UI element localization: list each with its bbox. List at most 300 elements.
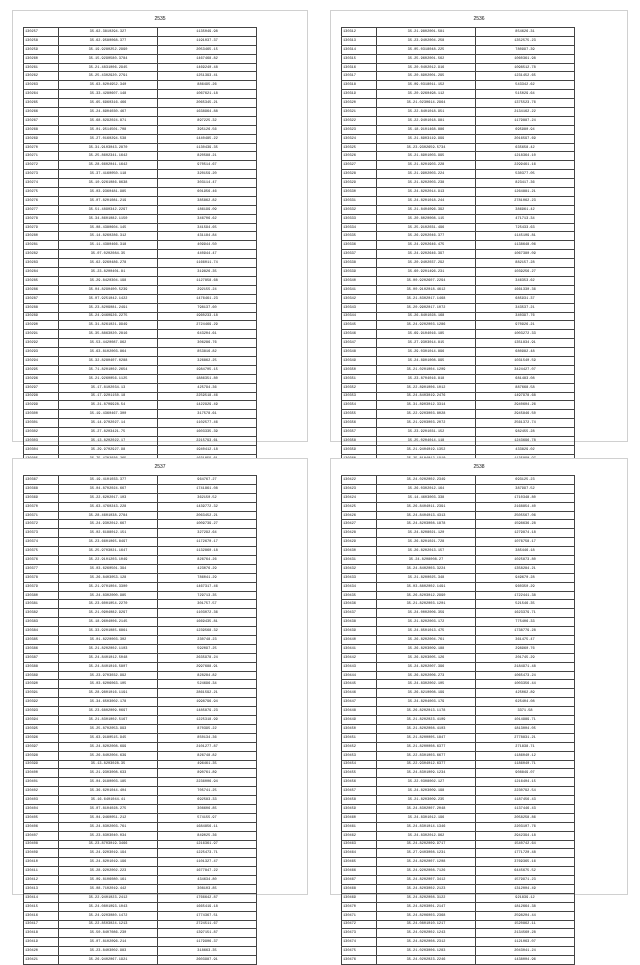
amount-cell: 385446.18 (476, 547, 575, 556)
amount-cell: 1251393.41 (158, 72, 257, 81)
page-title: 2535 (154, 16, 166, 22)
row-id-cell: 130468 (342, 884, 377, 893)
table-row (342, 858, 575, 867)
table-row (342, 742, 575, 751)
amount-cell: 2230792.54 (476, 787, 575, 796)
amount-cell: 2236006.94 (158, 778, 257, 787)
row-id-cell: 130471 (342, 911, 377, 920)
row-id-cell: 130420 (24, 947, 59, 956)
table-row (24, 733, 257, 742)
table-row (342, 476, 575, 485)
code-cell: 35.21.8200025.348 (377, 573, 476, 582)
row-id-cell: 130261 (24, 63, 59, 72)
row-id-cell: 130385 (24, 636, 59, 645)
row-id-cell: 130424 (342, 493, 377, 502)
table-row (342, 671, 575, 680)
code-cell: 35.26.8403053.128 (59, 573, 158, 582)
table-row (342, 493, 575, 502)
amount-cell: 574155.97 (158, 813, 257, 822)
table-row (24, 636, 257, 645)
amount-cell: 775406.33 (476, 618, 575, 627)
table-row (24, 143, 257, 152)
amount-cell: 425062.89 (476, 689, 575, 698)
amount-cell: 1485879.23 (158, 707, 257, 716)
amount-cell: 1127858.68 (158, 276, 257, 285)
table-row (24, 698, 257, 707)
row-id-cell: 130375 (24, 547, 59, 556)
code-cell: 35.24.8302007.2048 (377, 804, 476, 813)
amount-cell: 341594.65 (158, 223, 257, 232)
table-row (24, 419, 257, 428)
amount-cell: 1352575.23 (476, 36, 575, 45)
code-cell: 35.24.8208008.27 (377, 556, 476, 565)
amount-cell: 1003356.44 (476, 680, 575, 689)
amount-cell: 340397.76 (476, 312, 575, 321)
code-cell: 35.27.9303014.815 (377, 339, 476, 348)
row-id-cell: 130458 (342, 796, 377, 805)
code-cell: 35.34.8601082.1150 (59, 214, 158, 223)
row-id-cell: 130429 (342, 538, 377, 547)
code-cell: 35.21.8202003.238 (377, 179, 476, 188)
code-cell: 35.26.9402067.1921 (59, 956, 158, 965)
amount-cell: 1497978.68 (476, 392, 575, 401)
amount-cell: 635658.42 (476, 143, 575, 152)
table-row (24, 28, 257, 37)
amount-cell: 826748.82 (158, 751, 257, 760)
table-row (24, 751, 257, 760)
row-id-cell: 130300 (24, 410, 59, 419)
row-id-cell: 130460 (342, 813, 377, 822)
code-cell: 35.09.0318011.152 (377, 81, 476, 90)
code-cell: 35.37.4160050.118 (59, 170, 158, 179)
table-row (24, 108, 257, 117)
amount-cell: 2168854.40 (476, 502, 575, 511)
code-cell: 35.25.9602001.562 (377, 54, 476, 63)
row-id-cell: 130418 (24, 929, 59, 938)
code-cell: 35.71.8201002.2654 (59, 365, 158, 374)
amount-cell: 2635978.24 (158, 653, 257, 662)
code-cell: 35.24.0801010.1217 (377, 920, 476, 929)
amount-cell: 395126.56 (158, 125, 257, 134)
data-table (341, 27, 575, 517)
amount-cell: 2598204.44 (476, 911, 575, 920)
table-row (24, 321, 257, 330)
row-id-cell: 130282 (24, 250, 59, 259)
code-cell: 35.24.9203080.1472 (59, 911, 158, 920)
row-id-cell: 130381 (24, 600, 59, 609)
amount-cell: 346353.62 (476, 276, 575, 285)
row-id-cell: 130331 (342, 196, 377, 205)
amount-cell: 870395.22 (158, 724, 257, 733)
amount-cell: 1166011.74 (158, 259, 257, 268)
code-cell: 35.26.0302012.164 (377, 484, 476, 493)
table-row (342, 822, 575, 831)
code-cell: 35.28.6602041.1642 (59, 161, 158, 170)
code-cell: 35.21.9701004.3300 (59, 582, 158, 591)
amount-cell: 2058258.86 (476, 813, 575, 822)
code-cell: 35.07.8104028.275 (59, 804, 158, 813)
table-row (342, 813, 575, 822)
code-cell: 35.19.4101033.377 (59, 476, 158, 485)
amount-cell: 1218364.10 (476, 152, 575, 161)
amount-cell: 2053465.15 (158, 45, 257, 54)
code-cell: 35.04.8702024.667 (59, 484, 158, 493)
table-row (24, 520, 257, 529)
code-cell: 35.28.4601038.2784 (59, 511, 158, 520)
row-id-cell: 130403 (24, 796, 59, 805)
code-cell: 35.51.4890342.2297 (59, 205, 158, 214)
row-id-cell: 130400 (24, 769, 59, 778)
table-row (342, 436, 575, 445)
table-row (24, 929, 257, 938)
table-row (24, 179, 257, 188)
amount-cell: 1060361.98 (476, 54, 575, 63)
code-cell: 35.26.8401028.168 (377, 312, 476, 321)
row-id-cell: 130347 (342, 339, 377, 348)
table-row (24, 680, 257, 689)
amount-cell: 3424427.07 (476, 365, 575, 374)
code-cell: 35.24.8302000.985 (59, 591, 158, 600)
amount-cell: 680982.48 (476, 348, 575, 357)
code-cell: 35.65.6960316.466 (59, 99, 158, 108)
code-cell: 35.20.8902001.295 (377, 72, 476, 81)
code-cell: 35.23.8704016.818 (377, 374, 476, 383)
code-cell: 35.50.8407086.230 (59, 929, 158, 938)
amount-cell: 1422929.49 (158, 401, 257, 410)
table-row (342, 179, 575, 188)
row-id-cell: 130472 (342, 920, 377, 929)
code-cell: 35.00.9202607.2294 (377, 276, 476, 285)
row-id-cell: 130358 (342, 436, 377, 445)
table-row (342, 591, 575, 600)
table-row (342, 769, 575, 778)
row-id-cell: 130473 (342, 929, 377, 938)
row-id-cell: 130455 (342, 769, 377, 778)
table-row (24, 502, 257, 511)
table-row (342, 778, 575, 787)
code-cell: 35.20.8020008.115 (377, 214, 476, 223)
amount-cell: 1101327.47 (158, 858, 257, 867)
amount-cell: 2781062.23 (476, 196, 575, 205)
table-row (24, 707, 257, 716)
row-id-cell: 130442 (342, 653, 377, 662)
row-id-cell: 130396 (24, 733, 59, 742)
table-row (24, 312, 257, 321)
table-row (342, 716, 575, 725)
table-row (342, 573, 575, 582)
amount-cell: 850134.36 (158, 733, 257, 742)
row-id-cell: 130388 (24, 662, 59, 671)
code-cell: 35.26.8203009.188 (377, 644, 476, 653)
table-row (24, 724, 257, 733)
table-row (342, 867, 575, 876)
code-cell: 35.60.9201496.231 (377, 268, 476, 277)
row-id-cell: 130326 (342, 152, 377, 161)
row-id-cell: 130379 (24, 582, 59, 591)
row-id-cell: 130340 (342, 276, 377, 285)
code-cell: 35.24.8302002.105 (377, 680, 476, 689)
amount-cell: 362150.52 (158, 493, 257, 502)
amount-cell: 2101277.87 (158, 742, 257, 751)
amount-cell: 2724469.29 (158, 321, 257, 330)
amount-cell: 1623379.71 (476, 609, 575, 618)
table-row (24, 529, 257, 538)
table-row (342, 724, 575, 733)
row-id-cell: 130399 (24, 760, 59, 769)
code-cell: 35.24.9460926.2275 (59, 312, 158, 321)
row-id-cell: 130405 (24, 813, 59, 822)
amount-cell: 327292.64 (158, 529, 257, 538)
row-id-cell: 130344 (342, 312, 377, 321)
code-cell: 35.21.9260056.1125 (59, 374, 158, 383)
table-row (342, 152, 575, 161)
code-cell: 35.24.9202008.7126 (377, 867, 476, 876)
code-cell: 35.19.9280252.2990 (59, 45, 158, 54)
table-row (342, 511, 575, 520)
table-row (24, 339, 257, 348)
amount-cell: 1003272.33 (476, 330, 575, 339)
row-id-cell: 130395 (24, 724, 59, 733)
row-id-cell: 130283 (24, 259, 59, 268)
code-cell: 35.21.8709928.54 (59, 401, 158, 410)
row-id-cell: 130339 (342, 268, 377, 277)
table-row (24, 99, 257, 108)
code-cell: 35.21.8301002.5167 (59, 716, 158, 725)
table-row (24, 152, 257, 161)
amount-cell: 1067621.18 (158, 90, 257, 99)
row-id-cell: 130322 (342, 116, 377, 125)
table-row (342, 45, 575, 54)
table-row (342, 196, 575, 205)
amount-cell: 2134162.22 (476, 108, 575, 117)
code-cell: 35.27.9403008.1231 (377, 849, 476, 858)
table-row (24, 214, 257, 223)
code-cell: 35.21.8302017.1468 (377, 294, 476, 303)
table-row (342, 383, 575, 392)
amount-cell: 2134560.28 (476, 929, 575, 938)
code-cell: 35.01.9514501.708 (59, 125, 158, 134)
amount-cell: 2778831.21 (476, 733, 575, 742)
row-id-cell: 130451 (342, 733, 377, 742)
row-id-cell: 130323 (342, 125, 377, 134)
amount-cell: 1025873.80 (476, 556, 575, 565)
code-cell: 35.36.6201044.404 (59, 787, 158, 796)
table-row (24, 778, 257, 787)
code-cell: 35.26.8202013.1178 (377, 707, 476, 716)
row-id-cell: 130397 (24, 742, 59, 751)
table-row (342, 285, 575, 294)
amount-cell: 1351834.91 (476, 339, 575, 348)
row-id-cell: 130275 (24, 188, 59, 197)
page-sheet-2535 (12, 10, 308, 452)
amount-cell: 1358284.21 (476, 564, 575, 573)
row-id-cell: 130450 (342, 724, 377, 733)
table-row (342, 356, 575, 365)
amount-cell: 2299461.16 (476, 161, 575, 170)
amount-cell: 1187456.43 (476, 796, 575, 805)
amount-cell: 425794.36 (158, 383, 257, 392)
code-cell: 35.24.0002006.359 (377, 609, 476, 618)
page-sheet-2537 (12, 458, 308, 963)
code-cell: 35.21.8901003.995 (377, 152, 476, 161)
code-cell: 35.24.8203002.2123 (377, 884, 476, 893)
row-id-cell: 130356 (342, 419, 377, 428)
code-cell: 35.23.8403002.983 (59, 947, 158, 956)
code-cell: 35.23.9201031.152 (377, 428, 476, 437)
amount-cell: 1766642.87 (158, 893, 257, 902)
table-row (24, 374, 257, 383)
table-row (24, 884, 257, 893)
row-id-cell: 130425 (342, 502, 377, 511)
row-id-cell: 130315 (342, 54, 377, 63)
table-row (342, 28, 575, 37)
amount-cell: 1598636.28 (476, 520, 575, 529)
row-id-cell: 130407 (24, 831, 59, 840)
row-id-cell: 130330 (342, 188, 377, 197)
amount-cell: 643204.61 (158, 330, 257, 339)
amount-cell: 693125.23 (476, 476, 575, 485)
table-row (24, 716, 257, 725)
row-id-cell: 130416 (24, 911, 59, 920)
table-row (24, 348, 257, 357)
row-id-cell: 130346 (342, 330, 377, 339)
amount-cell: 1130439.35 (158, 143, 257, 152)
code-cell: 35.32.8280407.0288 (59, 356, 158, 365)
amount-cell: 543342.62 (476, 81, 575, 90)
amount-cell: 1225318.99 (158, 716, 257, 725)
code-cell: 35.21.8203009.235 (377, 796, 476, 805)
amount-cell: 1137446.43 (476, 804, 575, 813)
amount-cell: 230748.23 (158, 636, 257, 645)
code-cell: 35.22.6202017.103 (59, 493, 158, 502)
code-cell: 35.15.9290580.3784 (59, 54, 158, 63)
row-id-cell: 130410 (24, 858, 59, 867)
code-cell: 35.62.3810294.327 (59, 28, 158, 37)
code-cell: 35.24.8201019.196 (59, 858, 158, 867)
row-id-cell: 130438 (342, 618, 377, 627)
table-row (342, 241, 575, 250)
code-cell: 35.24.0202002.1243 (377, 929, 476, 938)
code-cell: 35.25.8602341.1642 (59, 152, 158, 161)
code-cell: 35.62.9580068.377 (59, 36, 158, 45)
row-id-cell: 130408 (24, 840, 59, 849)
amount-cell: 681483.08 (476, 374, 575, 383)
amount-cell: 1520862.11 (476, 920, 575, 929)
code-cell: 35.23.9402004.258 (377, 36, 476, 45)
row-id-cell: 130259 (24, 45, 59, 54)
code-cell: 35.24.8302012.962 (377, 831, 476, 840)
code-cell: 35.08.7102019.442 (59, 884, 158, 893)
row-id-cell: 130402 (24, 787, 59, 796)
code-cell: 35.31.9103043.2870 (59, 143, 158, 152)
table-row (342, 81, 575, 90)
table-row (24, 205, 257, 214)
code-cell: 35.14.4603003.338 (377, 493, 476, 502)
table-row (24, 840, 257, 849)
row-id-cell: 130453 (342, 751, 377, 760)
amount-cell: 1677847.22 (158, 867, 257, 876)
row-id-cell: 130432 (342, 564, 377, 573)
row-id-cell: 130262 (24, 72, 59, 81)
row-id-cell: 130349 (342, 356, 377, 365)
code-cell: 35.22.9203003.8028 (377, 410, 476, 419)
amount-cell: 271838.71 (476, 742, 575, 751)
table-row (24, 223, 257, 232)
table-row (342, 760, 575, 769)
table-row (342, 582, 575, 591)
amount-cell: 1886351.80 (158, 374, 257, 383)
row-id-cell: 130401 (24, 778, 59, 787)
table-row (24, 876, 257, 885)
amount-cell: 1009739.27 (158, 520, 257, 529)
table-row (342, 410, 575, 419)
code-cell: 35.24.8202007.1208 (377, 858, 476, 867)
row-id-cell: 130312 (342, 28, 377, 37)
code-cell: 35.24.8404013.4313 (377, 511, 476, 520)
code-cell: 35.22.8301003.6677 (377, 751, 476, 760)
code-cell: 35.11.4380466.318 (59, 241, 158, 250)
amount-cell: 1661330.36 (476, 285, 575, 294)
amount-cell: 524696.34 (158, 680, 257, 689)
code-cell: 35.27.0160294.538 (59, 134, 158, 143)
amount-cell: 1186040.71 (476, 760, 575, 769)
row-id-cell: 130465 (342, 858, 377, 867)
code-cell: 35.07.8102096.214 (59, 938, 158, 947)
code-cell: 35.26.9202046.377 (377, 232, 476, 241)
table-row (342, 556, 575, 565)
row-id-cell: 130415 (24, 902, 59, 911)
row-id-cell: 130359 (342, 445, 377, 454)
amount-cell: 1638964.88 (158, 108, 257, 117)
table-row (342, 90, 575, 99)
code-cell: 35.23.8209081.2491 (59, 303, 158, 312)
code-cell: 35.68.8292024.871 (59, 116, 158, 125)
code-cell: 35.21.0904082.9297 (59, 609, 158, 618)
row-id-cell: 130302 (24, 428, 59, 437)
amount-cell: 292155.24 (158, 285, 257, 294)
row-id-cell: 130298 (24, 392, 59, 401)
table-row (342, 609, 575, 618)
row-id-cell: 130272 (24, 161, 59, 170)
code-cell: 35.24.8203009.198 (377, 787, 476, 796)
code-cell: 35.13.8203028.35 (59, 760, 158, 769)
amount-cell: 2561372.74 (476, 419, 575, 428)
code-cell: 35.21.4831006.2945 (59, 63, 158, 72)
code-cell: 35.53.4420087.962 (59, 339, 158, 348)
row-id-cell: 130316 (342, 63, 377, 72)
code-cell: 35.19.4360467.300 (59, 410, 158, 419)
table-row (342, 484, 575, 493)
page-title: 2536 (473, 16, 485, 22)
row-id-cell: 130303 (24, 436, 59, 445)
code-cell: 35.18.9604006.2145 (59, 618, 158, 627)
row-id-cell: 130325 (342, 143, 377, 152)
table-row (24, 938, 257, 947)
table-row (342, 170, 575, 179)
row-id-cell: 130294 (24, 356, 59, 365)
code-cell: 35.04.8290400.5239 (59, 285, 158, 294)
table-row (342, 796, 575, 805)
row-id-cell: 130454 (342, 760, 377, 769)
code-cell: 35.24.8401016.5807 (59, 662, 158, 671)
row-id-cell: 130417 (24, 920, 59, 929)
amount-cell: 317578.61 (158, 410, 257, 419)
row-id-cell: 130434 (342, 582, 377, 591)
code-cell: 35.24.8402003.3224 (377, 564, 476, 573)
row-id-cell: 130448 (342, 707, 377, 716)
table-row (24, 116, 257, 125)
row-id-cell: 130428 (342, 529, 377, 538)
